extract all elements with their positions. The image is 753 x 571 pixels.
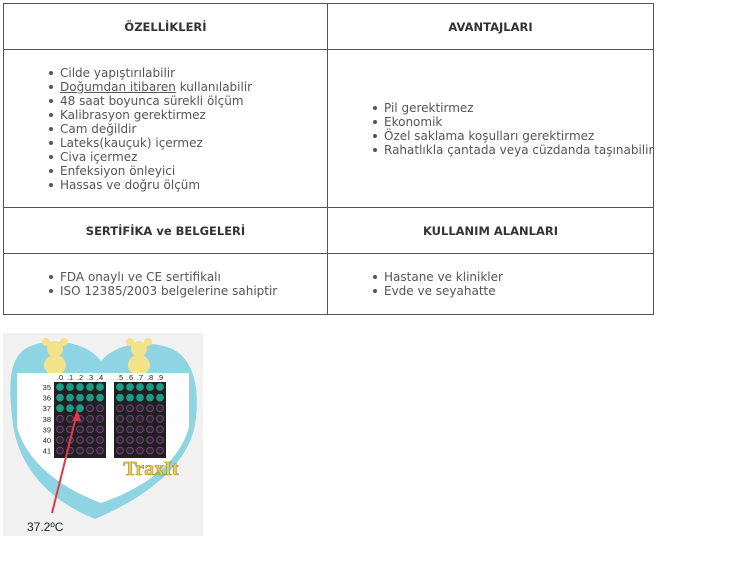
list-item: Rahatlıkla çantada veya cüzdanda taşınabilir: [384, 142, 654, 157]
dot-active: [127, 394, 134, 401]
dot-active: [77, 384, 84, 391]
list-item: Hastane ve klinikler: [384, 270, 653, 284]
dot-inactive: [147, 426, 154, 433]
column-label: .2: [76, 373, 84, 382]
dot-inactive: [137, 405, 144, 412]
underlined-link[interactable]: Doğumdan itibaren: [60, 79, 176, 94]
dot-inactive: [127, 426, 134, 433]
dot-inactive: [127, 415, 134, 422]
dot-inactive: [67, 415, 74, 422]
column-label: .6: [126, 373, 134, 382]
dot-inactive: [157, 415, 164, 422]
list-item: Evde ve seyahatte: [384, 284, 653, 298]
dot-active: [67, 384, 74, 391]
list-item: Ekonomik: [384, 115, 653, 129]
row-label: 38: [42, 414, 51, 424]
column-label: .7: [136, 373, 144, 382]
feature-table: [3, 3, 654, 315]
row-label: 37: [42, 404, 51, 414]
row-label: 39: [42, 425, 51, 435]
dot-inactive: [57, 426, 64, 433]
dot-inactive: [137, 437, 144, 444]
features-list: [4, 66, 327, 192]
dot-inactive: [87, 426, 94, 433]
column-label: .9: [156, 373, 164, 382]
dot-inactive: [87, 437, 94, 444]
features-cell: [4, 50, 328, 208]
dot-active: [67, 405, 74, 412]
dot-inactive: [77, 437, 84, 444]
dot-inactive: [87, 447, 94, 454]
row-labels: [43, 383, 51, 456]
dot-active: [87, 394, 94, 401]
dot-active: [147, 384, 154, 391]
dot-inactive: [127, 405, 134, 412]
dot-active: [57, 405, 64, 412]
certificates-list: [4, 270, 327, 298]
list-item: Cilde yapıştırılabilir: [60, 66, 327, 80]
usage-list: [328, 270, 653, 298]
list-item: Lateks(kauçuk) içermez: [60, 136, 327, 150]
certificates-cell: [4, 254, 328, 315]
dot-active: [157, 384, 164, 391]
dot-inactive: [127, 447, 134, 454]
dot-active: [97, 384, 104, 391]
header-certificates: SERTİFİKA ve BELGELERİ: [4, 208, 328, 254]
dot-inactive: [57, 437, 64, 444]
column-label: .8: [146, 373, 154, 382]
column-label: .0: [56, 373, 64, 382]
dot-inactive: [117, 405, 124, 412]
dot-inactive: [97, 405, 104, 412]
list-item: Cam değildir: [60, 122, 327, 136]
dot-active: [97, 394, 104, 401]
dot-inactive: [157, 405, 164, 412]
dot-active: [137, 394, 144, 401]
dot-inactive: [87, 405, 94, 412]
dot-inactive: [147, 447, 154, 454]
dot-active: [127, 384, 134, 391]
column-label: .1: [66, 373, 74, 382]
thermometer-image: [3, 333, 203, 536]
column-label: .3: [86, 373, 94, 382]
dot-inactive: [117, 447, 124, 454]
dot-inactive: [117, 437, 124, 444]
list-item: ISO 12385/2003 belgelerine sahiptir: [60, 284, 327, 298]
dot-inactive: [137, 447, 144, 454]
list-item: 48 saat boyunca sürekli ölçüm: [60, 94, 327, 108]
usage-cell: [328, 254, 654, 315]
list-item: Kalibrasyon gerektirmez: [60, 108, 327, 122]
thermometer-illustration: [3, 333, 203, 536]
dot-inactive: [57, 447, 64, 454]
column-label: .4: [96, 373, 104, 382]
list-item: Civa içermez: [60, 150, 327, 164]
list-item: FDA onaylı ve CE sertifikalı: [60, 270, 327, 284]
dot-inactive: [97, 447, 104, 454]
dot-inactive: [57, 415, 64, 422]
dot-inactive: [147, 437, 154, 444]
dot-inactive: [97, 415, 104, 422]
dot-inactive: [97, 437, 104, 444]
header-advantages: AVANTAJLARI: [328, 4, 654, 50]
dot-inactive: [117, 415, 124, 422]
dot-active: [57, 384, 64, 391]
dot-inactive: [137, 415, 144, 422]
dot-active: [117, 384, 124, 391]
column-label: .5: [116, 373, 124, 382]
dot-inactive: [77, 447, 84, 454]
dot-inactive: [137, 426, 144, 433]
dot-active: [117, 394, 124, 401]
dot-inactive: [77, 426, 84, 433]
dot-inactive: [157, 437, 164, 444]
dot-active: [87, 384, 94, 391]
dot-active: [77, 405, 84, 412]
dot-inactive: [157, 426, 164, 433]
dot-active: [147, 394, 154, 401]
list-item: Hassas ve doğru ölçüm: [60, 178, 327, 192]
dot-inactive: [87, 415, 94, 422]
advantages-cell: [328, 50, 654, 208]
dot-inactive: [157, 447, 164, 454]
dot-inactive: [147, 405, 154, 412]
header-features: ÖZELLİKLERİ: [4, 4, 328, 50]
row-label: 40: [42, 436, 51, 445]
row-label: 35: [42, 383, 51, 392]
header-usage: KULLANIM ALANLARI: [328, 208, 654, 254]
reading-label: 37.2ºC: [27, 520, 64, 534]
dot-active: [77, 394, 84, 401]
list-item: Özel saklama koşulları gerektirmez: [384, 129, 653, 143]
dot-active: [157, 394, 164, 401]
brand-logo: TraxIt: [123, 458, 179, 480]
dot-inactive: [117, 426, 124, 433]
dot-inactive: [127, 437, 134, 444]
dot-active: [57, 394, 64, 401]
row-label: 36: [42, 393, 51, 403]
dot-active: [137, 384, 144, 391]
row-label: 41: [42, 446, 51, 456]
dot-inactive: [97, 426, 104, 433]
dot-inactive: [147, 415, 154, 422]
list-item: Doğumdan itibaren kullanılabilir: [60, 80, 327, 94]
list-item: Pil gerektirmez: [384, 101, 653, 115]
advantages-list: [328, 101, 653, 157]
list-item: Enfeksiyon önleyici: [60, 164, 327, 178]
dot-active: [67, 394, 74, 401]
